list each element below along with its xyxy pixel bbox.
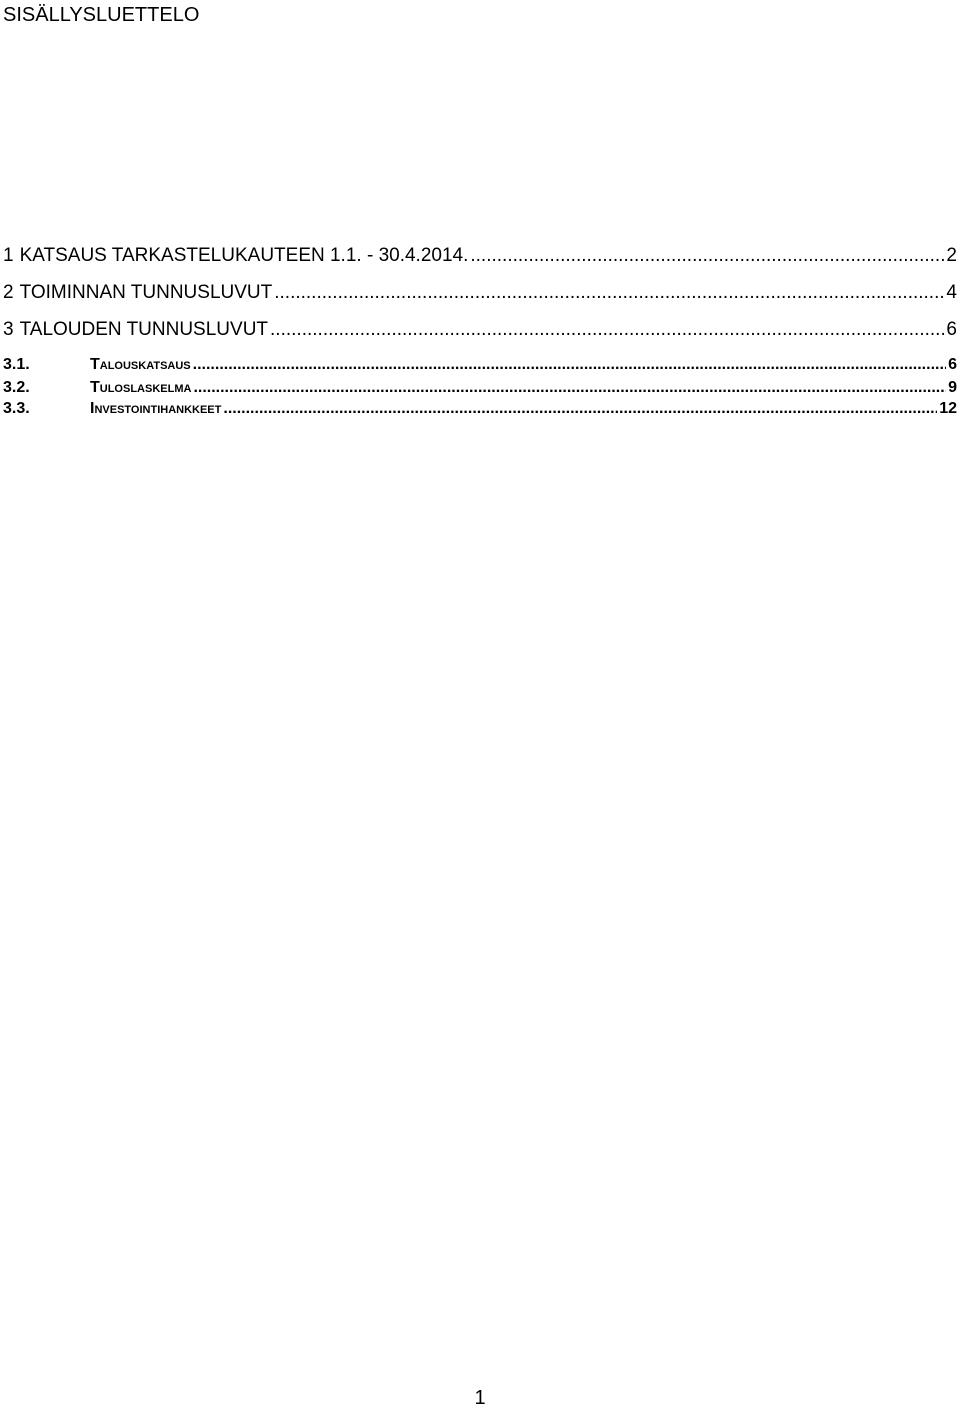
- toc-entry-1[interactable]: [3, 244, 957, 268]
- toc-dot-leader: [470, 244, 944, 268]
- toc-entry-title: TOIMINNAN TUNNUSLUVUT: [19, 282, 273, 303]
- toc-entry-number: 3.3.: [3, 400, 30, 417]
- toc-entry-number: 1: [3, 245, 14, 266]
- toc-entry-number: 3.2.: [3, 379, 30, 396]
- toc-dot-leader: [193, 355, 946, 375]
- toc-entry-2[interactable]: [3, 281, 957, 305]
- toc-entry-3-3[interactable]: [3, 399, 957, 419]
- toc-entry-page: 4: [946, 282, 957, 303]
- page-number: 1: [474, 1387, 486, 1409]
- toc-entry-page: 2: [946, 245, 957, 266]
- toc-entry-title: Talouskatsaus: [90, 356, 191, 373]
- toc-dot-leader: [270, 318, 944, 342]
- toc-entry-number: 3: [3, 319, 14, 340]
- toc-entry-title: Investointihankkeet: [90, 400, 222, 417]
- toc-entry-number: 3.1.: [3, 356, 30, 373]
- toc-dot-leader: [274, 281, 944, 305]
- toc-entry-title: Tuloslaskelma: [90, 379, 192, 396]
- toc-entry-page: 6: [946, 319, 957, 340]
- toc-entry-3[interactable]: [3, 318, 957, 342]
- toc-dot-leader: [193, 378, 946, 398]
- toc-entry-title: TALOUDEN TUNNUSLUVUT: [19, 319, 269, 340]
- page-title: SISÄLLYSLUETTELO: [3, 4, 200, 26]
- toc-entry-page: 6: [948, 356, 957, 373]
- toc-entry-page: 12: [939, 400, 957, 417]
- toc-entry-3-1[interactable]: [3, 355, 957, 375]
- toc-entry-number: 2: [3, 282, 14, 303]
- toc-entry-page: 9: [948, 379, 957, 396]
- toc-entry-title: KATSAUS TARKASTELUKAUTEEN 1.1. - 30.4.2014.: [19, 245, 469, 266]
- toc-dot-leader: [223, 399, 937, 419]
- toc-entry-3-2[interactable]: [3, 378, 957, 398]
